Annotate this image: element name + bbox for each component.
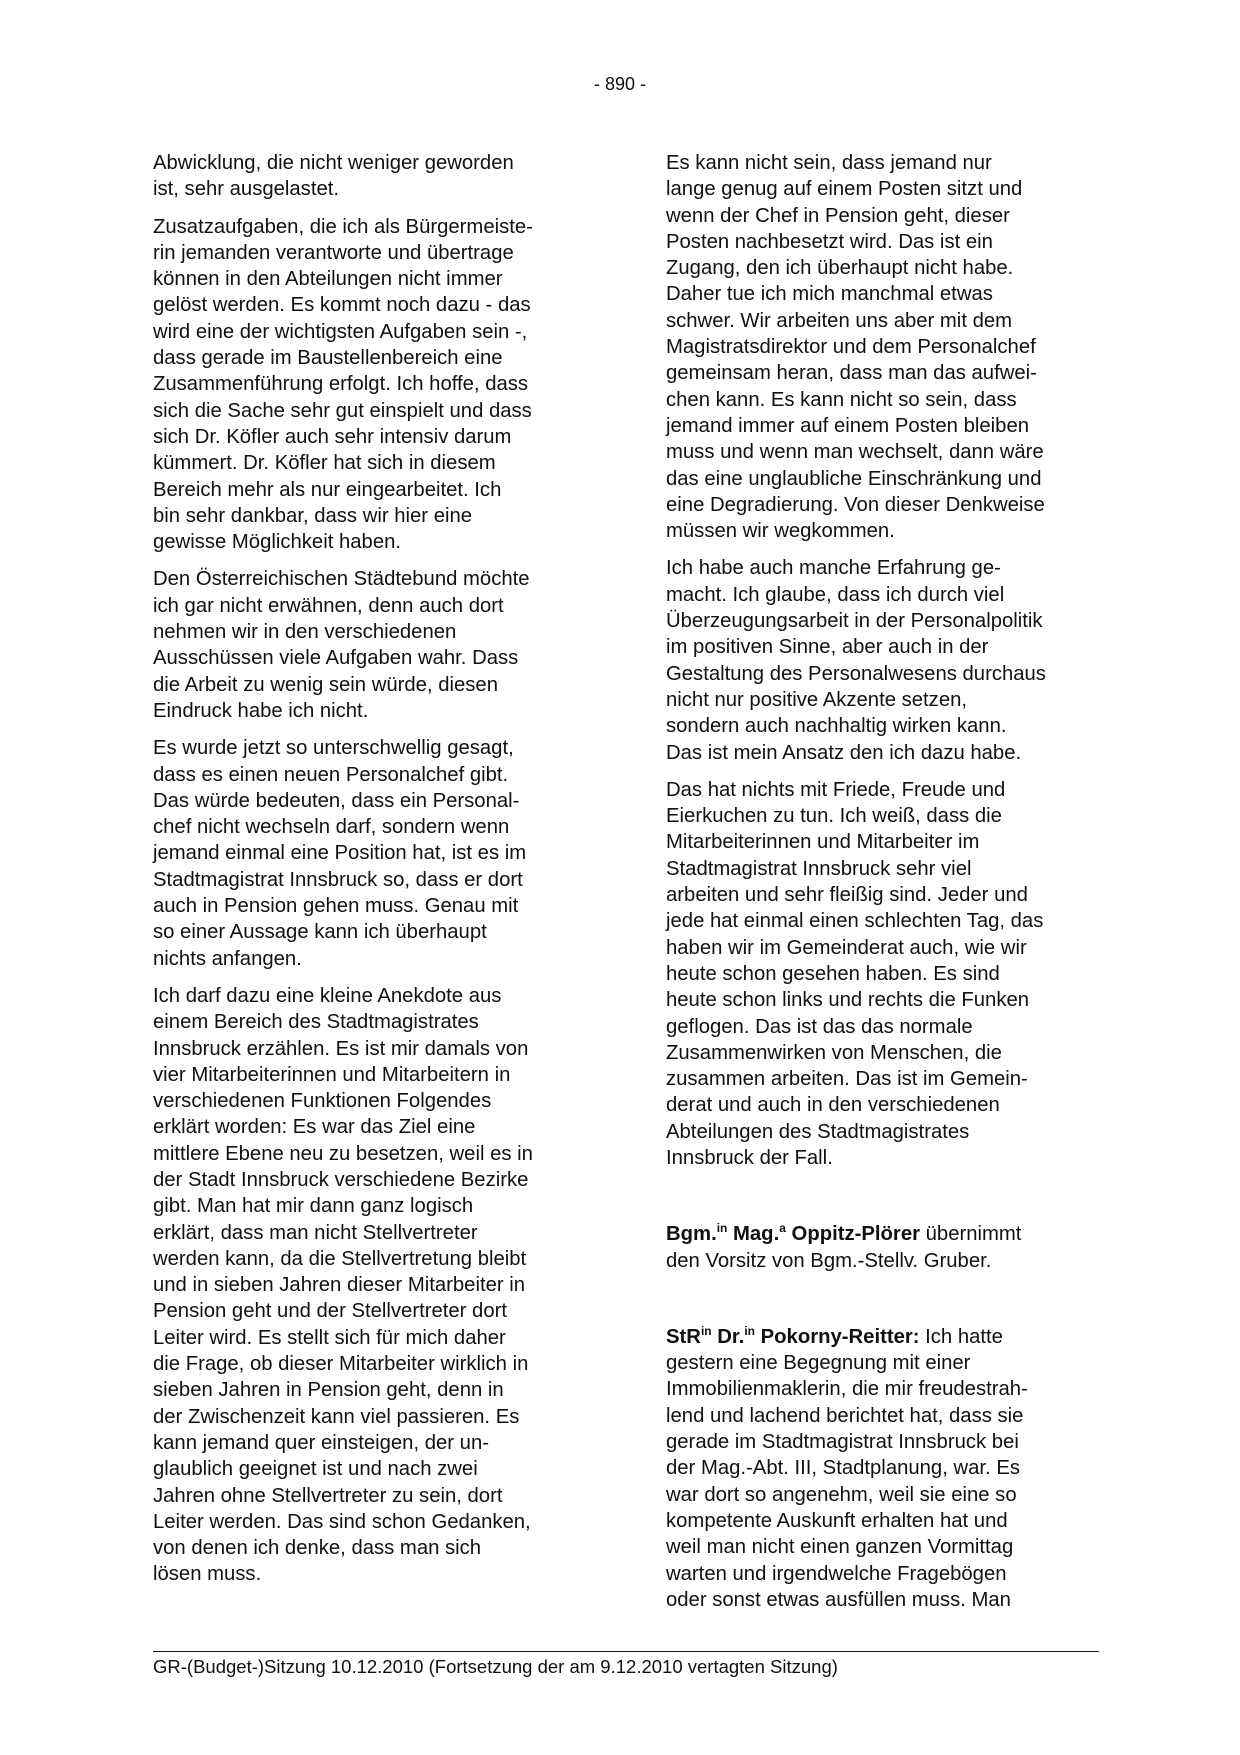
paragraph: Es kann nicht sein, dass jemand nur lange genug auf einem Posten sitzt und wenn der Chef in Pension geht, dieser Posten nachbesetzt wird. Das ist ein Zugang, den ich überhaupt nicht habe. Daher tue ich mich manchmal etwas schwer. Wir arbeiten uns aber mit dem Magistratsdirektor und dem Personalchef gemeinsam heran, dass man das aufwei- chen kann. Es kann nicht so sein, dass jemand immer auf einem Posten bleiben muss und wenn man wechselt, dann wäre das eine unglaubliche Einschränkung und eine Degradierung. Von dieser Denkweise müssen wir wegkommen. xyxy=(666,152,1045,543)
speaker-name: StR$^{in}$ Dr.$^{in}$ Pokorny-Reitter: xyxy=(666,1323,920,1348)
footer: GR-(Budget-)Sitzung 10.12.2010 (Fortsetzung der am 9.12.2010 vertagten Sitzung) xyxy=(153,1656,838,1677)
paragraph: Es wurde jetzt so unterschwellig gesagt, dass es einen neuen Personalchef gibt. Das würde bedeuten, dass ein Personal- chef nicht wechseln darf, sondern wenn jemand einmal eine Position hat, ist es im Stadtmagistrat Innsbruck so, dass er dort auch in Pension gehen muss. Genau mit so einer Aussage kann ich überhaupt nichts anfangen. xyxy=(153,737,527,970)
paragraph: Den Österreichischen Städtebund möchte ich gar nicht erwähnen, denn auch dort nehmen wir in den verschiedenen Ausschüssen viele Aufgaben wahr. Dass die Arbeit zu wenig sein würde, diesen Eindruck habe ich nicht. xyxy=(153,568,530,722)
chair-change-note xyxy=(666,1221,1106,1274)
right-column xyxy=(666,150,1106,1624)
page-number: - 890 - xyxy=(593,74,647,94)
chair-speaker-name: Bgm.$^{in}$ Mag.$^a$ Oppitz-Plörer xyxy=(666,1221,920,1246)
paragraph: Abwicklung, die nicht weniger geworden ist, sehr ausgelastet. xyxy=(153,152,514,201)
paragraph: Das hat nichts mit Friede, Freude und Eierkuchen zu tun. Ich weiß, dass die Mitarbeiterinnen und Mitarbeiter im Stadtmagistrat Innsbruck sehr viel arbeiten und sehr fleißig sind. Jeder und jede hat einmal einen schlechten Tag, das haben wir im Gemeinderat auch, wie wir heute schon gesehen haben. Es sind heute schon links und rechts die Funken geflogen. Das ist das das normale Zusammenwirken von Menschen, die zusammen arbeiten. Das ist im Gemein- derat und auch in den verschiedenen Abteilungen des Stadtmagistrates Innsbruck der Fall. xyxy=(666,778,1044,1169)
paragraph: Ich darf dazu eine kleine Anekdote aus einem Bereich des Stadtmagistrates Innsbruck erzählen. Es ist mir damals von vier Mitarbeiterinnen und Mitarbeitern in verschiedenen Funktionen Folgendes erklärt worden: Es war das Ziel eine mittlere Ebene neu zu besetzen, weil es in der Stadt Innsbruck verschiedene Bezirke gibt. Man hat mir dann ganz logisch erklärt, dass man nicht Stellvertreter werden kann, da die Stellvertretung bleibt und in sieben Jahren dieser Mitarbeiter in Pension geht und der Stellvertreter dort Leiter wird. Es stellt sich für mich daher die Frage, ob dieser Mitarbeiter wirklich in sieben Jahren in Pension geht, denn in der Zwischenzeit kann viel passieren. Es kann jemand quer einsteigen, der un- glaublich geeignet ist und nach zwei Jahren ohne Stellvertreter zu sein, dort Leiter werden. Das sind schon Gedanken, von denen ich denke, dass man sich lösen muss. xyxy=(153,984,533,1586)
footer-divider xyxy=(153,1651,1099,1652)
speech-text: Ich hatte gestern eine Begegnung mit einer Immobilienmaklerin, die mir freudestrah- lend und lachend berichtet hat, dass sie gerade im Stadtmagistrat Innsbruck bei der Mag.-Abt. III, Stadtplanung, war. Es war dort so angenehm, weil sie eine so kompetente Auskunft erhalten hat und weil man nicht einen ganzen Vormittag warten und irgendwelche Fragebögen oder sonst etwas ausfüllen muss. Man xyxy=(666,1325,1028,1611)
paragraph: Ich habe auch manche Erfahrung ge- macht. Ich glaube, dass ich durch viel Überzeugungsarbeit in der Personalpolitik im positiven Sinne, aber auch in der Gestaltung des Personalwesens durchaus nicht nur positive Akzente setzen, sondern auch nachhaltig wirken kann. Das ist mein Ansatz den ich dazu habe. xyxy=(666,557,1046,764)
left-column xyxy=(153,150,593,1599)
chair-note-text: übernimmt den Vorsitz von Bgm.-Stellv. Gruber. xyxy=(666,1223,1022,1272)
speech-paragraph xyxy=(666,1324,1106,1613)
paragraph: Zusatzaufgaben, die ich als Bürgermeiste- rin jemanden verantworte und übertrage können in den Abteilungen nicht immer gelöst werden. Es kommt noch dazu - das wird eine der wichtigsten Aufgaben sein -, dass gerade im Baustellenbereich eine Zusammenführung erfolgt. Ich hoffe, dass sich die Sache sehr gut einspielt und dass sich Dr. Köfler auch sehr intensiv darum kümmert. Dr. Köfler hat sich in diesem Bereich mehr als nur eingearbeitet. Ich bin sehr dankbar, dass wir hier eine gewisse Möglichkeit haben. xyxy=(153,215,533,554)
